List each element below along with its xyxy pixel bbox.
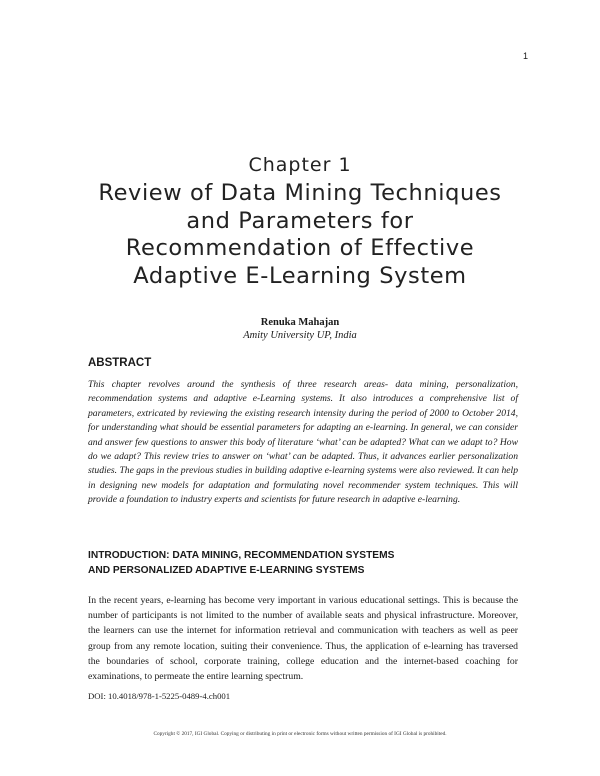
abstract-body: This chapter revolves around the synthesis of three research areas- data mining, personalization, recommendation systems and adaptive e-Learning systems. It also introduces a comprehensive list of parameters, extricated by reviewing the existing research intensity during the period of 2000 to October 2014, for understanding what should be essential parameters for adapting an e-learning. In general, we can consider and answer few questions to answer this body of literature ‘what’ can be adapted? What can we adapt to? How do we adapt? This review tries to answer on ‘what’ can be adapted. Thus, it advances earlier personalization studies. The gaps in the previous studies in building adaptive e-learning systems were also reviewed. It can help in designing new models for adaptation and formulating novel recommender system techniques. This will provide a foundation to industry experts and scientists for future research in adaptive e-learning. [88, 379, 518, 506]
introduction-body: In the recent years, e-learning has become very important in various educational settings. This is because the number of participants is not limited to the number of available seats and physical infrastructure. Moreover, the learners can use the internet for information retrieval and communication with teachers as well as peer group from any remote location, suiting their convenience. Thus, the application of e-learning has traversed the boundaries of school, corporate training, college education and the internet-based coaching for examinations, to permeate the entire learning spectrum. [88, 595, 518, 683]
introduction-heading [88, 548, 528, 578]
page-number: 1 [522, 51, 528, 61]
author-affiliation: Amity University UP, India [243, 330, 357, 341]
author-name: Renuka Mahajan [260, 317, 340, 328]
doi-text: DOI: 10.4018/978-1-5225-0489-4.ch001 [88, 691, 231, 701]
chapter-title: Review of Data Mining Techniques and Parameters for Recommendation of Effective Adaptive E-Learning System [98, 180, 502, 289]
abstract-heading: ABSTRACT [88, 357, 152, 369]
introduction-heading-line-2: AND PERSONALIZED ADAPTIVE E-LEARNING SYSTEMS [88, 565, 365, 576]
introduction-heading-line-1: INTRODUCTION: DATA MINING, RECOMMENDATION SYSTEMS [88, 550, 395, 561]
chapter-label: Chapter 1 [248, 154, 352, 176]
copyright-notice: Copyright © 2017, IGI Global. Copying or distributing in print or electronic forms without written permission of IGI Global is prohibited. [153, 731, 447, 737]
